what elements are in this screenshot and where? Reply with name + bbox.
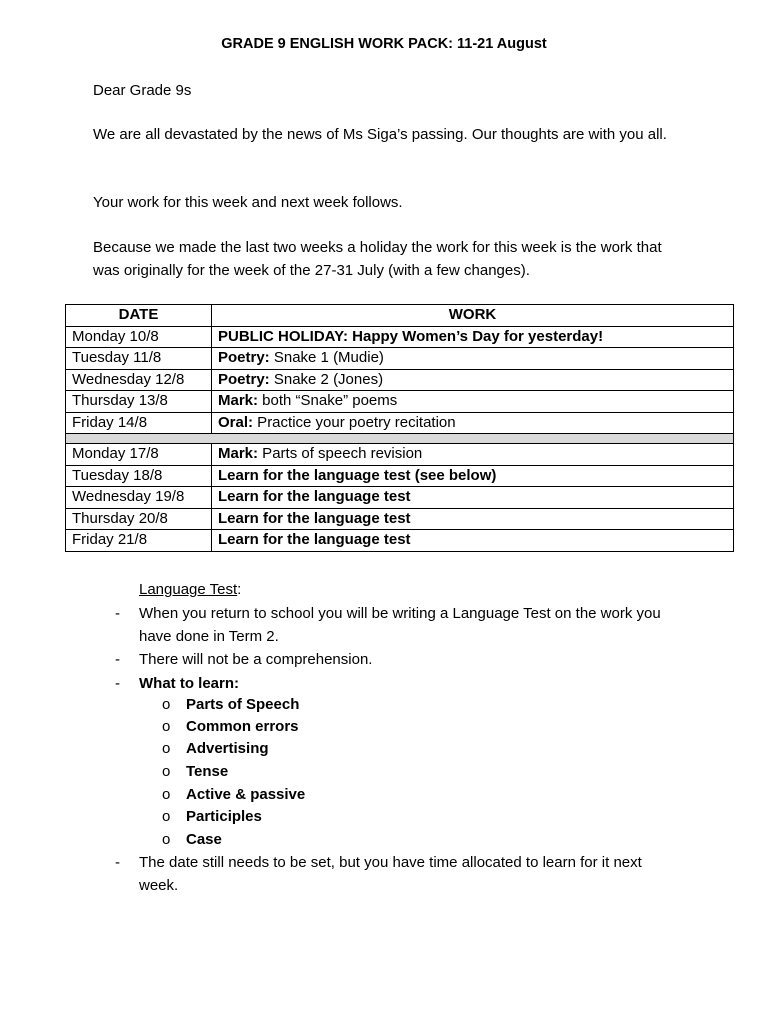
table-row [66, 508, 734, 530]
table-row [66, 530, 734, 552]
work-cell [212, 444, 734, 466]
list-item [115, 602, 675, 648]
table-row [66, 391, 734, 413]
circle-bullet-icon: o [162, 808, 171, 825]
work-type-label: Mark: [218, 445, 259, 463]
date-cell: Tuesday 18/8 [66, 465, 212, 487]
circle-bullet-icon: o [162, 831, 171, 848]
paragraph-holiday-note: Because we made the last two weeks a holiday the work for this week is the work that was originally for the week of the 27-31 July (with a few changes). [93, 239, 662, 279]
table-row [66, 348, 734, 370]
work-type-label: Poetry: [218, 349, 270, 367]
work-description: Snake 1 (Mudie) [269, 349, 384, 367]
circle-bullet-icon: o [162, 740, 171, 757]
learn-topic-text: Active & passive [186, 786, 306, 803]
date-cell: Friday 14/8 [66, 412, 212, 434]
work-description: Parts of speech revision [258, 445, 423, 463]
list-item-text: The date still needs to be set, but you have time allocated to learn for it next week. [139, 854, 642, 894]
circle-bullet-icon: o [162, 786, 171, 803]
work-description: Learn for the language test [218, 488, 411, 506]
language-test-colon: : [237, 581, 242, 598]
date-cell: Thursday 20/8 [66, 508, 212, 530]
list-item-text: What to learn: [139, 675, 239, 692]
circle-bullet-icon: o [162, 718, 171, 735]
table-row [66, 487, 734, 509]
header-date: DATE [66, 305, 212, 327]
date-cell: Tuesday 11/8 [66, 348, 212, 370]
list-item-text: There will not be a comprehension. [139, 651, 373, 668]
work-cell [212, 369, 734, 391]
work-description: both “Snake” poems [258, 392, 398, 410]
work-description: PUBLIC HOLIDAY: Happy Women’s Day for yesterday! [218, 327, 604, 345]
work-cell [212, 530, 734, 552]
table-row [66, 444, 734, 466]
greeting: Dear Grade 9s [93, 82, 192, 99]
learn-topic-text: Participles [186, 808, 262, 825]
date-cell: Monday 10/8 [66, 326, 212, 348]
work-cell [212, 391, 734, 413]
paragraph-condolence: We are all devastated by the news of Ms Siga’s passing. Our thoughts are with you all. [93, 126, 667, 143]
learn-topic-text: Parts of Speech [186, 696, 300, 713]
work-cell [212, 326, 734, 348]
work-description: Practice your poetry recitation [253, 413, 456, 431]
paragraph-work-follows: Your work for this week and next week follows. [93, 194, 403, 211]
work-cell [212, 487, 734, 509]
list-item-text: When you return to school you will be writing a Language Test on the work you have done in Term 2. [139, 605, 661, 645]
learn-topic-text: Case [186, 831, 222, 848]
list-item [115, 851, 675, 897]
learn-topic-text: Tense [186, 763, 229, 780]
table-row [66, 465, 734, 487]
dash-bullet: - [115, 854, 120, 871]
work-type-label: Mark: [218, 392, 259, 410]
list-item [115, 648, 675, 671]
language-test-title: Language Test [139, 581, 238, 598]
week-separator-row [66, 434, 734, 444]
work-type-label: Poetry: [218, 370, 270, 388]
language-test-heading [139, 579, 241, 601]
week-separator [66, 434, 734, 444]
work-cell [212, 412, 734, 434]
list-item [115, 672, 675, 695]
date-cell: Thursday 13/8 [66, 391, 212, 413]
header-work: WORK [212, 305, 734, 327]
date-cell: Monday 17/8 [66, 444, 212, 466]
date-cell: Wednesday 12/8 [66, 369, 212, 391]
circle-bullet-icon: o [162, 763, 171, 780]
work-cell [212, 508, 734, 530]
document-title: GRADE 9 ENGLISH WORK PACK: 11-21 August [221, 36, 547, 52]
table-header-row [66, 305, 734, 327]
work-cell [212, 465, 734, 487]
work-type-label: Oral: [218, 413, 254, 431]
work-description: Learn for the language test [218, 531, 411, 549]
date-cell: Wednesday 19/8 [66, 487, 212, 509]
learn-topic-text: Common errors [186, 718, 299, 735]
work-description: Learn for the language test (see below) [218, 466, 497, 484]
work-cell [212, 348, 734, 370]
table-row [66, 369, 734, 391]
work-schedule-table [65, 304, 734, 552]
work-description: Snake 2 (Jones) [269, 370, 384, 388]
dash-bullet: - [115, 675, 120, 692]
dash-bullet: - [115, 651, 120, 668]
dash-bullet: - [115, 605, 120, 622]
learn-topic-text: Advertising [186, 740, 269, 757]
circle-bullet-icon: o [162, 696, 171, 713]
table-row [66, 412, 734, 434]
work-description: Learn for the language test [218, 509, 411, 527]
date-cell: Friday 21/8 [66, 530, 212, 552]
table-row [66, 326, 734, 348]
